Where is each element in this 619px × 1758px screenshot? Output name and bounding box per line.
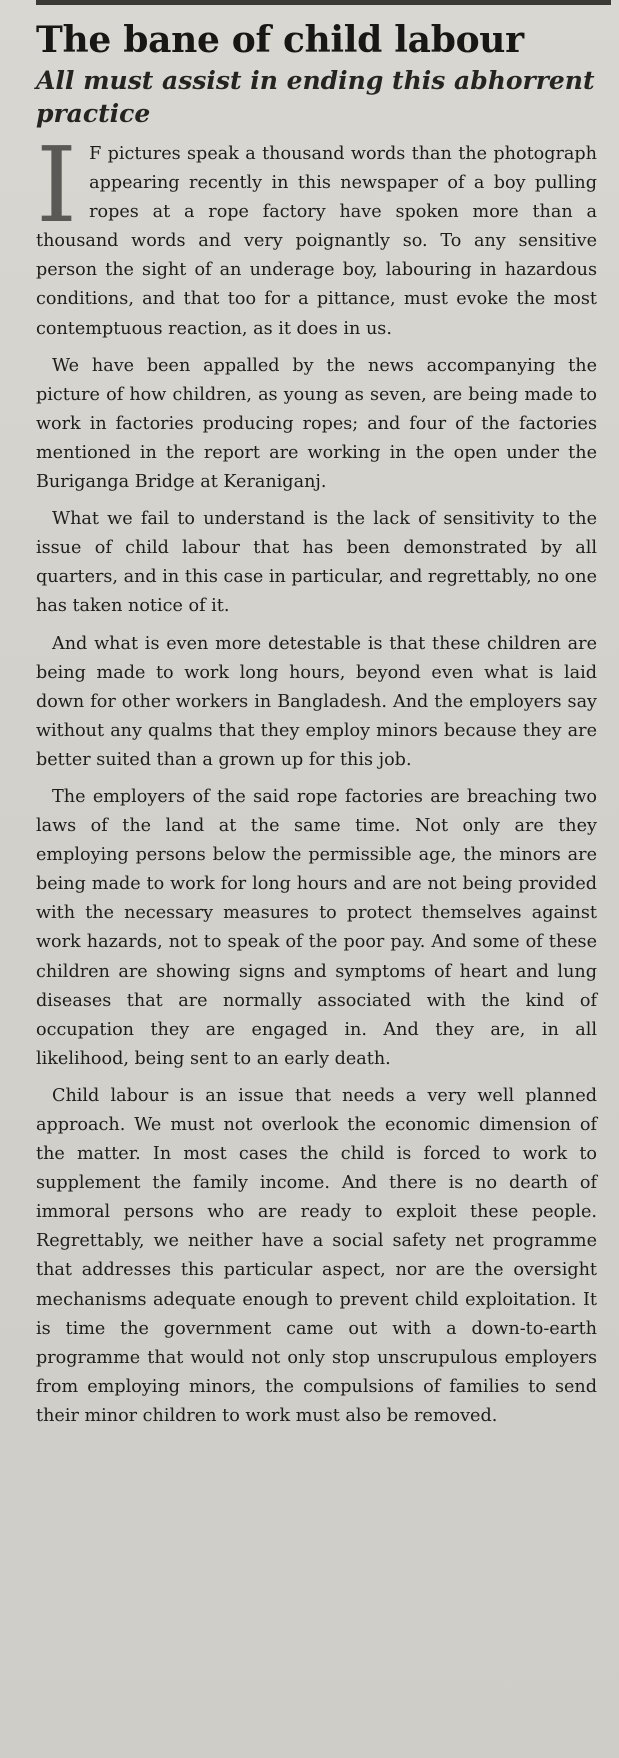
paragraph-6: Child labour is an issue that needs a very well planned approach. We must not overlook the economic dimension of the matter. In most cases the child is forced to work to supplement the family income. And there is no dearth of immoral persons who are ready to exploit these people. Regrettably, we neither have a social safety net programme that addresses this particular aspect, nor are the oversight mechanisms adequate enough to prevent child exploitation. It is time the government came out with a down-to-earth programme that would not only stop unscrupulous employers from employing minors, the compulsions of families to send their minor children to work must also be removed. [36,1085,597,1426]
drop-cap: I [36,124,78,246]
paragraph-1 [36,124,597,344]
headline: The bane of child labour [36,19,524,61]
paragraph-4: And what is even more detestable is that these children are being made to work long hours, beyond even what is laid down for other workers in Bangladesh. And the employers say without any qualms that they employ minors because they are better suited than a grown up for this job. [36,633,597,770]
paragraph-5: The employers of the said rope factories are breaching two laws of the land at the same time. Not only are they employing persons below the permissible age, the minors are being made to work for long hours and are not being provided with the necessary measures to protect themselves against work hazards, not to speak of the poor pay. And some of these children are showing signs and symptoms of heart and lung diseases that are normally associated with the kind of occupation they are engaged in. And they are, in all likelihood, being sent to an early death. [36,786,597,1069]
paragraph-3: What we fail to understand is the lack of sensitivity to the issue of child labour that has been demonstrated by all quarters, and in this case in particular, and regrettably, no one has taken notice of it. [36,509,597,617]
paragraph-1-text: F pictures speak a thousand words than the photograph appearing recently in this newspaper of a boy pulling ropes at a rope factory have spoken more than a thousand words and very poignantly so. To any sensitive person the sight of an underage boy, labouring in hazardous conditions, and that too for a pittance, must evoke the most contemptuous reaction, as it does in us. [36,144,597,339]
article-body [36,124,597,1431]
paragraph-2: We have been appalled by the news accompanying the picture of how children, as young as seven, are being made to work in factories producing ropes; and four of the factories mentioned in the report are working in the open under the Buriganga Bridge at Keraniganj. [36,355,597,493]
top-rule [36,0,611,5]
subheadline: All must assist in ending this abhorrent practice [36,66,595,128]
